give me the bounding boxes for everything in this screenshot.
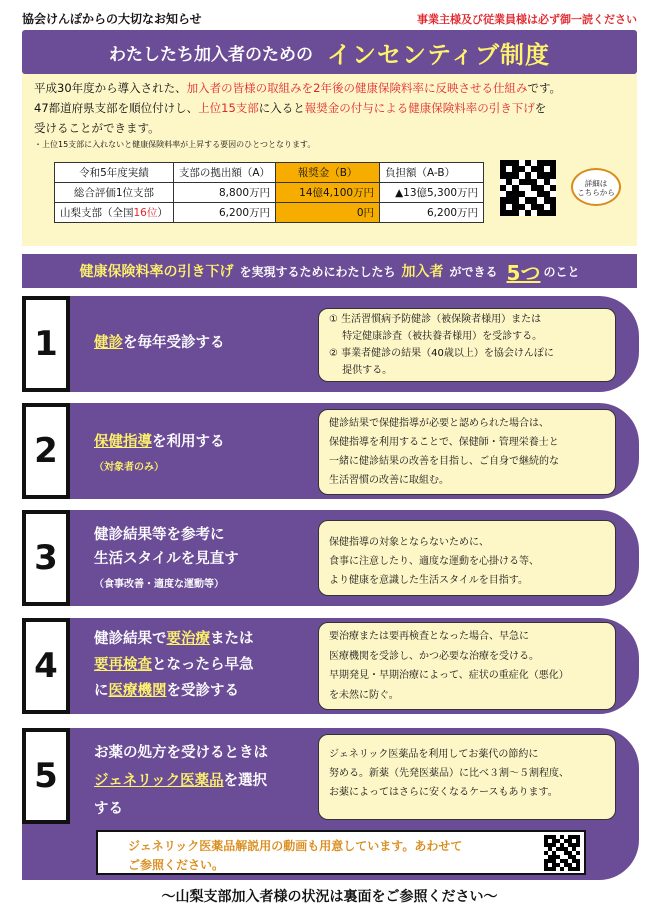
desc-line: 努める。新薬（先発医薬品）に比べ３割～５割程度、 [329,768,569,779]
table-cell: 6,200万円 [380,203,484,223]
table-cell: 14億4,100万円 [276,183,380,203]
table-cell: 総合評価1位支部 [55,183,174,203]
back-page-note: ～山梨支部加入者様の状況は裏面をご参照ください～ [161,889,498,905]
item-number: 2 [22,403,70,499]
title-text: に [94,683,109,699]
desc-line: 一緒に健診結果の改善を目指し、ご自身で継続的な [329,456,559,467]
item-title: 生活スタイルを見直す [94,551,239,567]
desc-line: ① 生活習慣病予防健診（被保険者様用）または [329,314,542,325]
notice-line: ジェネリック医薬品解説用の動画も用意しています。あわせて [128,839,463,853]
bubble-text: 詳細は [584,179,608,188]
intro-line-3: 受けることができます。 [34,121,160,135]
desc-line: 特定健康診査（被扶養者様用）を受診する。 [329,331,543,342]
item-description [318,308,616,382]
desc-line: 食事に注意したり、適度な運動を心掛ける等、 [329,556,539,567]
item-number: 5 [22,728,70,824]
title-keyword: 要治療 [166,631,210,647]
desc-line: 医療機関を受診し、かつ必要な治療を受ける。 [329,650,539,662]
title-text: を利用する [152,434,225,450]
intro-highlight: 加入者の皆様の取組みを2年後の健康保険料率に反映させる仕組み [186,81,528,95]
page-title: インセンティブ制度 [326,40,551,69]
heading-count: 5つ [506,260,541,285]
generic-video-notice [96,830,586,875]
item-title: お薬の処方を受けるときは [94,745,268,761]
item-description [318,734,616,820]
details-bubble [571,168,621,206]
intro-section [22,74,637,246]
title-text: となったら早急 [152,657,254,673]
table-header: 報奨金（B） [276,163,380,183]
desc-line: 保健指導の対象とならないために、 [329,537,489,548]
action-item-1 [22,296,639,392]
item-title [94,652,254,678]
title-text: または [210,631,254,647]
bubble-text: こちらから [577,188,615,198]
intro-line-2 [34,102,546,116]
branch-name: 山梨支部（全国 [60,207,134,219]
heading-highlight: 健康保険料率の引き下げ [79,264,234,280]
intro-line-1 [34,82,561,96]
qr-code-icon[interactable] [544,835,580,871]
heading-text: を実現するためにわたしたち [239,264,396,279]
item-number: 4 [22,618,70,714]
subtitle-text: （食事改善・適度な運動等） [94,579,224,590]
item-title: 健診結果等を参考に [94,527,225,543]
title-text: を選択 [223,773,268,789]
subtitle-text: （対象者のみ） [94,462,164,473]
desc-line: を未然に防ぐ。 [329,689,399,701]
title-text: 健診結果で [94,631,167,647]
item-subtitle [94,453,164,481]
table-header-row [55,163,484,183]
page-title-banner [22,30,637,74]
title-text: を毎年受診する [123,335,225,351]
notice-line: ご参照ください。 [128,858,225,872]
table-cell [55,203,174,223]
intro-highlight: 上位15支部 [198,101,259,115]
desc-line: より健康を意識した生活スタイルを目指す。 [329,575,528,586]
table-cell: ▲13億5,300万円 [380,183,484,203]
action-item-3 [22,510,639,606]
title-keyword: 医療機関 [108,683,167,699]
item-description [318,409,616,495]
branch-name-end: ） [157,207,168,219]
table-cell: 8,800万円 [173,183,275,203]
desc-line: 生活習慣の改善に取組む。 [329,475,449,486]
heading-text: のこと [543,264,580,279]
intro-text: を [534,101,547,115]
intro-note: ・上位15支部に入れないと健康保険料率が上昇する要因のひとつとなります。 [34,140,316,149]
intro-highlight: 報奨金の付与による健康保険料率の引き下げ [304,101,535,115]
heading-text: ができる [449,264,498,279]
desc-line: 保健指導を利用することで、保健師・管理栄養士と [329,437,559,448]
branch-rank: 16位 [133,207,158,219]
title-keyword: 要再検査 [94,657,152,673]
title-prefix: わたしたち加入者のための [108,44,313,65]
notice-label: 協会けんぽからの大切なお知らせ [22,12,202,26]
item-title [94,429,225,455]
table-header: 負担額（A-B） [380,163,484,183]
qr-code-icon[interactable] [500,160,556,216]
item-description [318,520,616,596]
desc-line: ② 事業者健診の結果（40歳以上）を協会けんぽに [329,348,554,359]
desc-line: 早期発見・早期治療によって、症状の重症化（悪化） [329,670,569,681]
desc-line: 健診結果で保健指導が必要と認められた場合は、 [329,418,549,429]
table-cell: 6,200万円 [173,203,275,223]
item-title: する [94,801,123,817]
action-item-2 [22,403,639,499]
item-title [94,768,267,794]
five-things-heading [22,254,637,288]
intro-text: 47都道府県支部を順位付けし、 [34,101,199,115]
item-number: 3 [22,510,70,606]
item-title [94,626,254,652]
item-title [94,678,239,704]
title-keyword: ジェネリック医薬品 [94,773,224,789]
intro-text: 平成30年度から導入された、 [34,81,187,95]
desc-line: お薬によってはさらに安くなるケースもあります。 [329,787,558,798]
table-row [55,203,484,223]
table-header: 支部の拠出額（A） [173,163,275,183]
desc-line: ジェネリック医薬品を利用してお薬代の節約に [329,749,539,760]
intro-text: です。 [527,81,562,95]
heading-highlight: 加入者 [401,264,444,280]
item-description [318,622,616,710]
item-number: 1 [22,296,70,392]
desc-line: 要治療または要再検査となった場合、早急に [329,631,529,642]
action-item-4 [22,618,639,714]
item-subtitle [94,570,224,598]
table-header: 令和5年度実績 [55,163,174,183]
table-row [55,183,484,203]
item-title [94,330,225,356]
read-request: 事業主様及び従業員様は必ず御一読ください [417,13,637,26]
desc-line: 提供する。 [329,365,393,376]
title-keyword: 健診 [94,335,123,351]
intro-text: に入ると [258,101,305,115]
title-keyword: 保健指導 [94,434,152,450]
table-cell: 0円 [276,203,380,223]
performance-table [54,162,484,223]
title-text: を受診する [166,683,239,699]
